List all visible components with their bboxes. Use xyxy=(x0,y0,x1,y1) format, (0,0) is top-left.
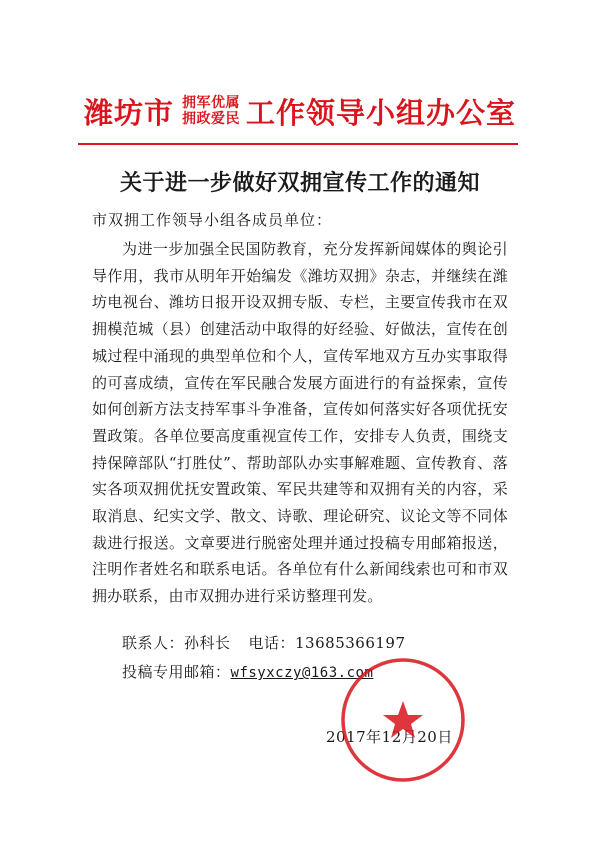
salutation: 市双拥工作领导小组各成员单位： xyxy=(92,211,333,229)
document-title: 关于进一步做好双拥宣传工作的通知 xyxy=(119,170,480,196)
contact-line xyxy=(122,632,406,653)
document-date: 2017年12月20日 xyxy=(326,728,453,746)
contact-person: 联系人：孙科长 xyxy=(122,634,231,652)
letterhead-divider xyxy=(78,143,518,145)
body-paragraph: 为进一步加强全民国防教育，充分发挥新闻媒体的舆论引导作用，我市从明年开始编发《潍坊双拥》杂志，并继续在潍坊电视台、潍坊日报开设双拥专版、专栏，主要宣传我市在双拥模范城（县）创建活动中取得的好经验、好做法，宣传在创城过程中涌现的典型单位和个人，宣传军地双方互办实事取得的可喜成绩，宣传在军民融合发展方面进行的有益探索，宣传如何创新方法支持军事斗争准备，宣传如何落实好各项优抚安置政策。各单位要高度重视宣传工作，安排专人负责，围绕支持保障部队“打胜仗”、帮助部队办实事解难题、宣传教育、落实各项双拥优抚安置政策、军民共建等和双拥有关的内容，采取消息、纪实文学、散文、诗歌、理论研究、议论文等不同体裁进行报送。文章要进行脱密处理并通过投稿专用邮箱报送，注明作者姓名和联系电话。各单位有什么新闻线索也可和市双拥办联系，由市双拥办进行采访整理刊发。 xyxy=(92,240,508,606)
official-seal-icon xyxy=(338,655,468,785)
letterhead-stack-top: 拥军优属 xyxy=(182,95,240,111)
letterhead-stack-bottom: 拥政爱民 xyxy=(182,111,240,127)
letterhead-city: 潍坊市 xyxy=(83,95,174,130)
email-address-link[interactable]: wfsyxczy@163.com xyxy=(230,665,374,681)
contact-phone: 电话：13685366197 xyxy=(248,634,406,652)
email-line xyxy=(122,661,373,682)
letterhead xyxy=(0,86,600,136)
letterhead-office: 工作领导小组办公室 xyxy=(246,95,517,130)
email-label: 投稿专用邮箱： xyxy=(122,663,231,681)
letterhead-stacked-text xyxy=(182,95,240,127)
